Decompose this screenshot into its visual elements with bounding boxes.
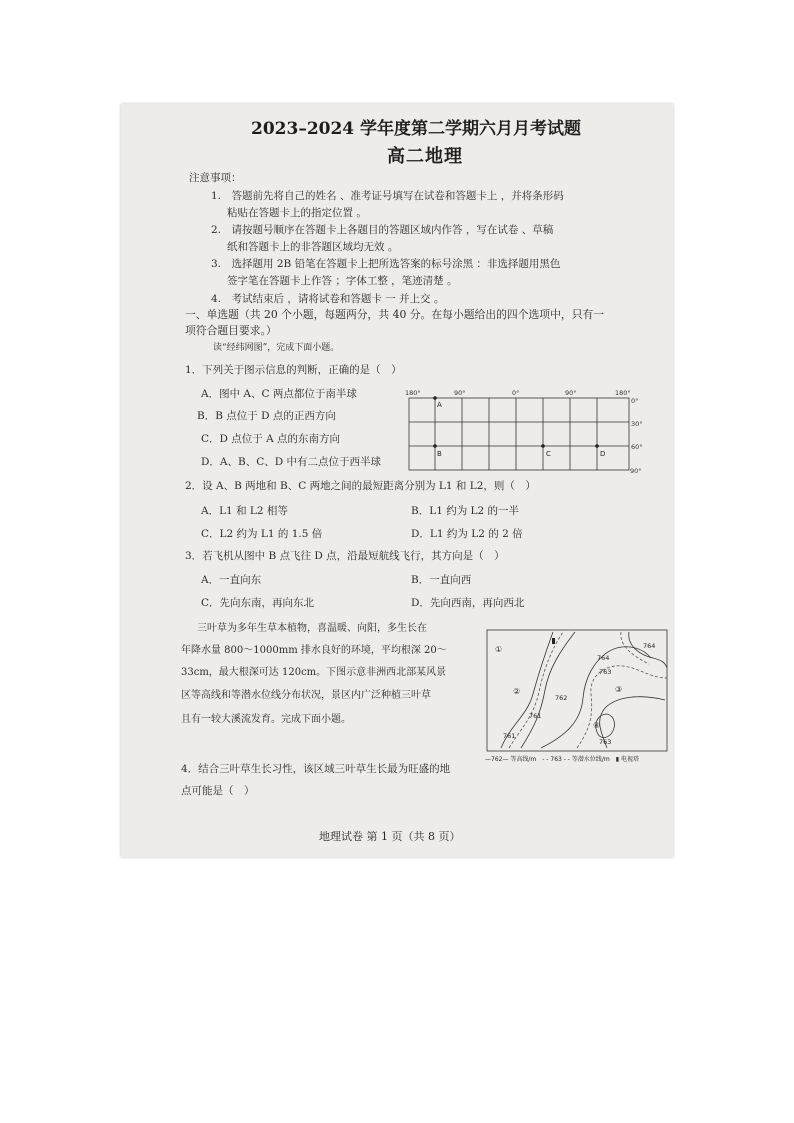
section-heading: 一、单选题（共 20 个小题，每题两分，共 40 分。在每小题给出的四个选项中，只有一	[185, 308, 605, 321]
passage-line: 年降水量 800～1000mm 排水良好的环境，平均根深 20～	[181, 645, 447, 656]
q3-option-b: B．一直向西	[411, 574, 472, 586]
q2-option-a: A．L1 和 L2 相等	[201, 505, 288, 517]
lat-label: 0°	[631, 397, 639, 405]
q1-option-c: C．D 点位于 A 点的东南方向	[201, 433, 341, 445]
notice-line: 1. 答题前先将自己的姓名 、准考证号填写在试卷和答题卡上 ，并将条形码	[211, 190, 564, 202]
passage-line: 区等高线和等潜水位线分布状况，景区内广泛种植三叶草	[181, 690, 431, 701]
notice-line: 签字笔在答题卡上作答 ；字体工整 ，笔迹清楚 。	[227, 275, 458, 287]
contour-value: 761	[503, 732, 516, 740]
contour-value: 763	[599, 668, 612, 676]
q1-option-d: D．A、B、C、D 中有二点位于西半球	[201, 456, 382, 468]
point-d-label: D	[600, 450, 606, 458]
contour-map	[481, 628, 671, 764]
q1-option-b: B．B 点位于 D 点的正西方向	[197, 410, 336, 422]
site-marker: ②	[513, 687, 521, 696]
q2-option-c: C．L2 约为 L1 的 1.5 倍	[201, 528, 323, 540]
section-heading-cont: 项符合题目要求。）	[185, 324, 277, 337]
contour-value: 761	[529, 712, 542, 720]
notice-line: 4. 考试结束后 ，请将试卷和答题卡 一 并上交 。	[211, 293, 445, 305]
point-c-label: C	[546, 450, 551, 458]
q3-option-c: C．先向东南，再向东北	[201, 597, 315, 609]
passage-line: 且有一较大溪流发育。完成下面小题。	[181, 714, 351, 725]
contour-value: 764	[643, 642, 656, 650]
q3-option-a: A．一直向东	[201, 574, 262, 586]
contour-value: 764	[597, 654, 610, 662]
q2-stem: 2．设 A、B 两地和 B、C 两地之间的最短距离分别为 L1 和 L2，则（ ）	[185, 480, 536, 492]
point-d-marker	[595, 444, 599, 448]
lat-label: 60°	[631, 443, 643, 451]
q1-stem: 1．下列关于图示信息的判断，正确的是（ ）	[185, 364, 402, 376]
page-footer: 地理试卷 第 1 页（共 8 页）	[319, 830, 461, 843]
q4-stem-cont: 点可能是（ ）	[181, 785, 255, 797]
lat-label: 30°	[631, 420, 643, 428]
passage-line: 33cm，最大根深可达 120cm。下图示意非洲西北部某风景	[181, 667, 447, 678]
exam-subject: 高二地理	[387, 146, 463, 167]
lon-label: 90°	[565, 389, 577, 397]
point-b-label: B	[437, 450, 442, 458]
contour-legend: —762— 等高线/m - - 763 - - 等潜水位线/m ▮ 电视塔	[485, 756, 639, 763]
lon-label: 0°	[512, 389, 520, 397]
point-b-marker	[433, 444, 437, 448]
lat-label: 90°	[630, 467, 642, 475]
point-a-marker	[433, 396, 437, 400]
point-a-label: A	[437, 401, 442, 409]
notice-heading: 注意事项：	[189, 172, 242, 184]
contour-value: 763	[599, 738, 612, 746]
q2-option-b: B．L1 约为 L2 的一半	[411, 505, 520, 517]
exam-title: 2023–2024 学年度第二学期六月月考试题	[251, 119, 582, 139]
lon-label: 180°	[615, 389, 631, 397]
exam-paper	[121, 104, 673, 857]
notice-line: 纸和答题卡上的非答题区域均无效 。	[227, 241, 399, 253]
lon-label: 180°	[405, 389, 421, 397]
site-marker: ①	[495, 645, 503, 654]
passage-line: 三叶草为多年生草本植物，喜温暖、向阳，多生长在	[197, 623, 427, 634]
graticule-map	[405, 386, 641, 476]
q2-option-d: D．L1 约为 L2 的 2 倍	[411, 528, 523, 540]
q3-option-d: D．先向西南，再向西北	[411, 597, 525, 609]
q1-option-a: A．图中 A、C 两点都位于南半球	[201, 388, 357, 400]
site-marker: ③	[615, 685, 623, 694]
lon-label: 90°	[454, 389, 466, 397]
notice-line: 粘贴在答题卡上的指定位置 。	[227, 207, 367, 219]
site-marker: ④	[593, 721, 601, 730]
section-intro: 读“经纬网图”，完成下面小题。	[213, 343, 340, 353]
tv-tower-marker	[552, 638, 555, 644]
point-c-marker	[541, 444, 545, 448]
q3-stem: 3．若飞机从图中 B 点飞往 D 点，沿最短航线飞行，其方向是（ ）	[185, 550, 505, 562]
contour-value: 762	[555, 694, 568, 702]
notice-line: 2. 请按题号顺序在答题卡上各题目的答题区域内作答 ，写在试卷 、草稿	[211, 224, 554, 236]
q4-stem: 4．结合三叶草生长习性，该区域三叶草生长最为旺盛的地	[181, 763, 451, 775]
notice-line: 3. 选择题用 2B 铅笔在答题卡上把所选答案的标号涂黑 ：非选择题用黑色	[211, 258, 561, 270]
